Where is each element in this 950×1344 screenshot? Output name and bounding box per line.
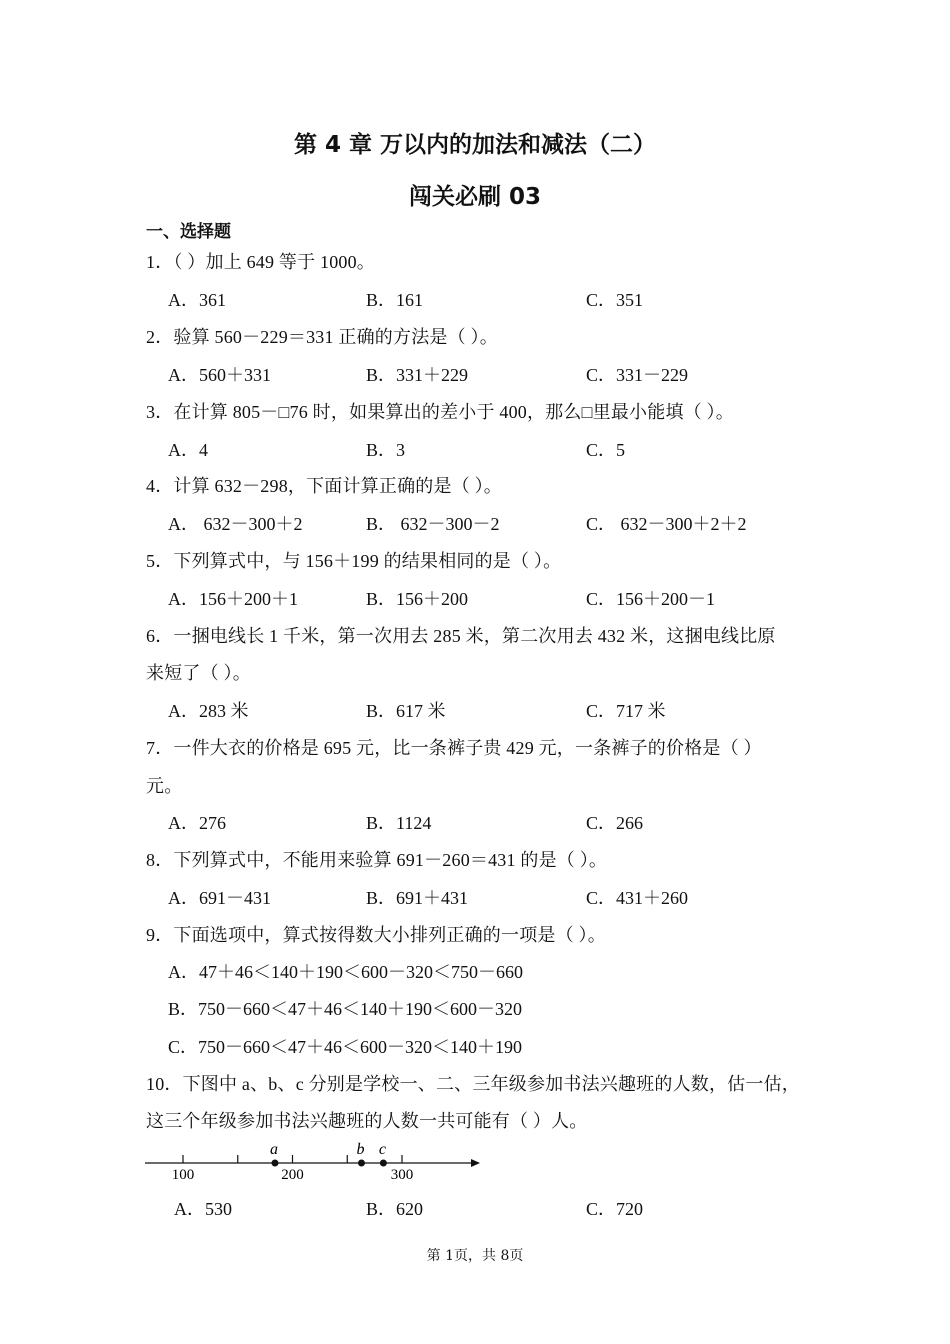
- option-3c: C．5: [586, 440, 626, 460]
- number-line-point-label: a: [269, 1141, 278, 1158]
- question-9: 9．下面选项中，算式按得数大小排列正确的一项是（ ）。: [146, 925, 606, 945]
- question-7: 7．一件大衣的价格是 695 元，比一条裤子贵 429 元，一条裤子的价格是（ ）: [146, 738, 762, 758]
- page-title: 第 4 章 万以内的加法和减法（二）: [293, 132, 657, 158]
- number-line-point-label: c: [378, 1141, 386, 1158]
- question-7-cont: 元。: [146, 776, 183, 796]
- option-3a: A．4: [168, 440, 208, 460]
- question-6: 6．一捆电线长 1 千米，第一次用去 285 米，第二次用去 432 米，这捆电线比原: [146, 626, 776, 646]
- question-6-cont: 来短了（ ）。: [146, 663, 251, 683]
- section-heading: 一、选择题: [146, 222, 231, 242]
- option-1b: B．161: [366, 290, 424, 310]
- option-2b: B．331＋229: [366, 365, 469, 385]
- option-6b: B．617 米: [366, 701, 446, 721]
- option-1c: C．351: [586, 290, 644, 310]
- option-2c: C．331－229: [586, 365, 689, 385]
- question-2: 2．验算 560－229＝331 正确的方法是（ ）。: [146, 327, 498, 347]
- option-5a: A．156＋200＋1: [168, 589, 298, 609]
- number-line-tick-label: 100: [171, 1167, 195, 1183]
- option-9b: B．750－660＜47＋46＜140＋190＜600－320: [168, 999, 523, 1019]
- option-6c: C．717 米: [586, 701, 666, 721]
- option-2a: A．560＋331: [168, 365, 271, 385]
- option-5b: B．156＋200: [366, 589, 469, 609]
- option-6a: A．283 米: [168, 701, 249, 721]
- number-line-tick-label: 300: [390, 1167, 414, 1183]
- number-line-tick-label: 200: [281, 1167, 304, 1183]
- option-8c: C．431＋260: [586, 888, 689, 908]
- option-3b: B．3: [366, 440, 406, 460]
- number-line-point-c: [380, 1160, 387, 1167]
- question-1: 1．（ ）加上 649 等于 1000。: [146, 252, 375, 272]
- question-10: 10．下图中 a、b、c 分别是学校一、二、三年级参加书法兴趣班的人数，估一估，: [146, 1074, 800, 1094]
- option-10c: C．720: [586, 1199, 644, 1219]
- option-4c: C． 632－300＋2＋2: [586, 514, 747, 534]
- option-5c: C．156＋200－1: [586, 589, 716, 609]
- option-4b: B． 632－300－2: [366, 514, 500, 534]
- option-9a: A．47＋46＜140＋190＜600－320＜750－660: [168, 962, 523, 982]
- option-10a: A．530: [174, 1199, 232, 1219]
- page-footer: 第 1页，共 8页: [426, 1248, 524, 1264]
- question-3: 3．在计算 805－□76 时，如果算出的差小于 400，那么□里最小能填（ ）。: [146, 402, 734, 422]
- option-4a: A． 632－300＋2: [168, 514, 303, 534]
- number-line-point-label: b: [356, 1141, 365, 1158]
- question-10-cont: 这三个年级参加书法兴趣班的人数一共可能有（ ）人。: [146, 1111, 588, 1131]
- option-1a: A．361: [168, 290, 226, 310]
- question-4: 4．计算 632－298，下面计算正确的是（ ）。: [146, 476, 502, 496]
- number-line-point-a: [271, 1160, 278, 1167]
- arrow-right-icon: [471, 1159, 480, 1167]
- option-9c: C．750－660＜47＋46＜600－320＜140＋190: [168, 1037, 523, 1057]
- number-line-figure: [140, 1138, 490, 1186]
- question-5: 5．下列算式中，与 156＋199 的结果相同的是（ ）。: [146, 551, 562, 571]
- question-8: 8．下列算式中，不能用来验算 691－260＝431 的是（ ）。: [146, 850, 608, 870]
- number-line-point-b: [358, 1160, 365, 1167]
- option-8b: B．691＋431: [366, 888, 469, 908]
- option-8a: A．691－431: [168, 888, 271, 908]
- option-10b: B．620: [366, 1199, 424, 1219]
- option-7b: B．1124: [366, 813, 432, 833]
- option-7c: C．266: [586, 813, 644, 833]
- option-7a: A．276: [168, 813, 226, 833]
- page-subtitle: 闯关必刷 03: [408, 184, 541, 210]
